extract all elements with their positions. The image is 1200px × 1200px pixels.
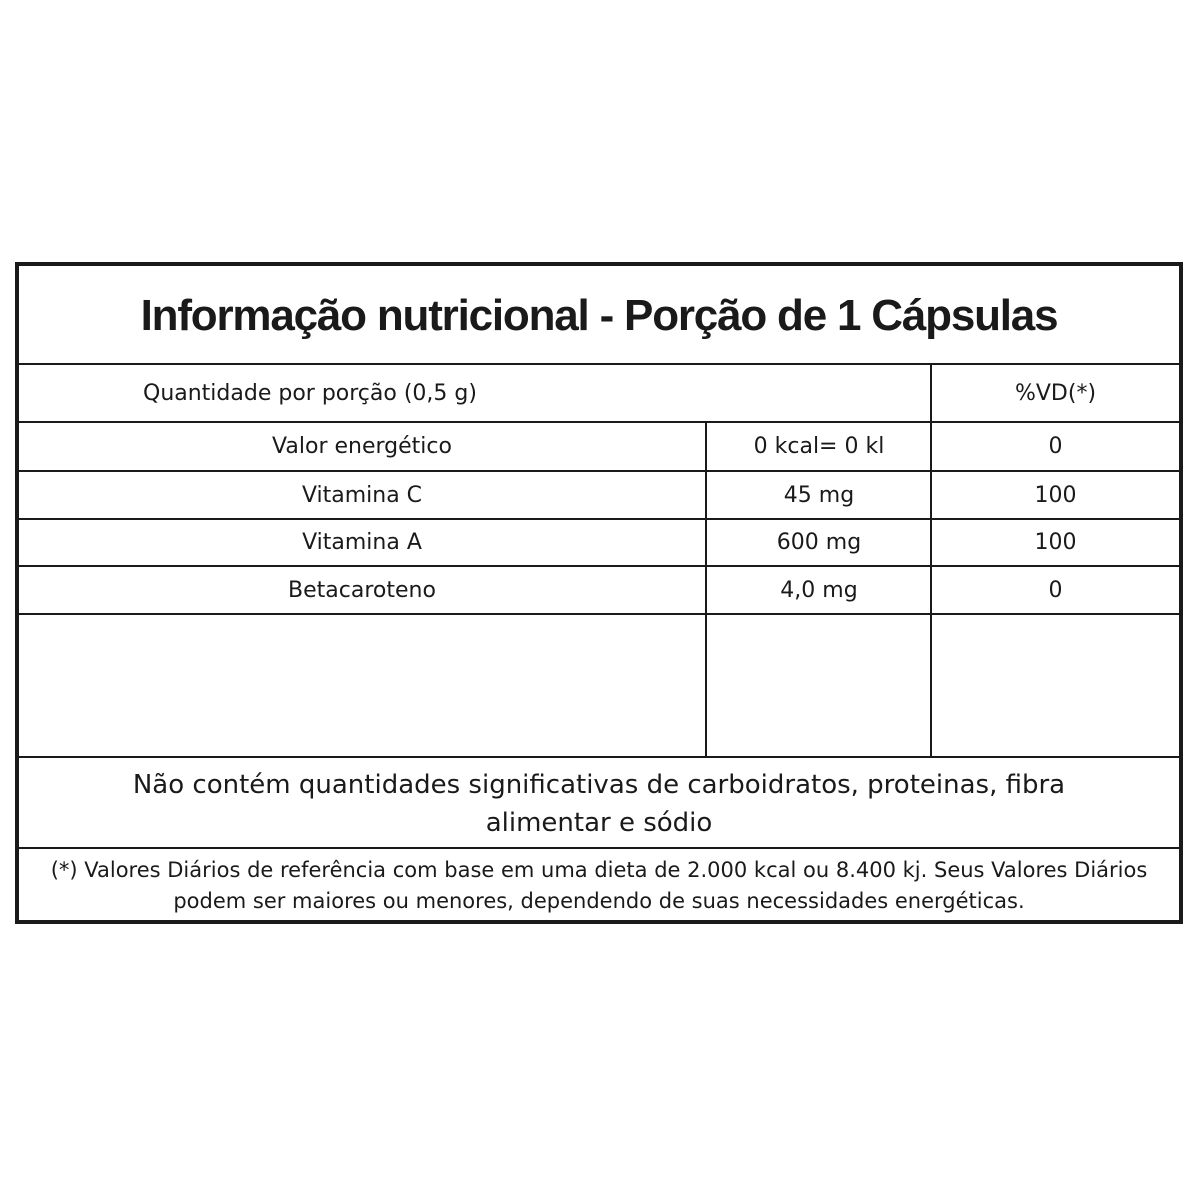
nutrient-name: Valor energético: [272, 434, 452, 459]
divider: [19, 613, 1179, 615]
nutrient-vd: 100: [1034, 482, 1077, 508]
column-divider: [930, 365, 932, 756]
nutrient-amount: 600 mg: [776, 530, 862, 555]
daily-values-footnote: [19, 849, 1179, 922]
nutrient-amount: 0 kcal= 0 kl: [753, 434, 885, 459]
nutrient-vd: 100: [1034, 530, 1077, 555]
nutrient-amount: 45 mg: [783, 482, 855, 508]
not-significant-note: [19, 758, 1179, 849]
quantity-per-serving-label: Quantidade por porção (0,5 g): [143, 380, 477, 406]
nutrient-name: Vitamina A: [302, 530, 422, 555]
nutrient-amount: 4,0 mg: [780, 577, 858, 603]
note-text: Não contém quantidades significativas de carboidratos, proteinas, fibra alimentar e sódio: [132, 769, 1066, 838]
nutrient-vd: 0: [1048, 577, 1063, 603]
table-title: Informação nutricional - Porção de 1 Cápsulas: [140, 291, 1058, 340]
nutrient-name: Vitamina C: [301, 482, 423, 508]
column-divider: [705, 423, 707, 756]
daily-value-header: %VD(*): [1014, 380, 1097, 406]
nutrient-vd: 0: [1048, 434, 1063, 459]
nutrition-facts-table: [15, 262, 1183, 924]
nutrient-name: Betacaroteno: [288, 577, 436, 603]
footnote-text: (*) Valores Diários de referência com base em uma dieta de 2.000 kcal ou 8.400 kj. Seus Valores Diários podem ser maiores ou menores, dependendo de suas necessidades energéticas.: [50, 857, 1148, 913]
